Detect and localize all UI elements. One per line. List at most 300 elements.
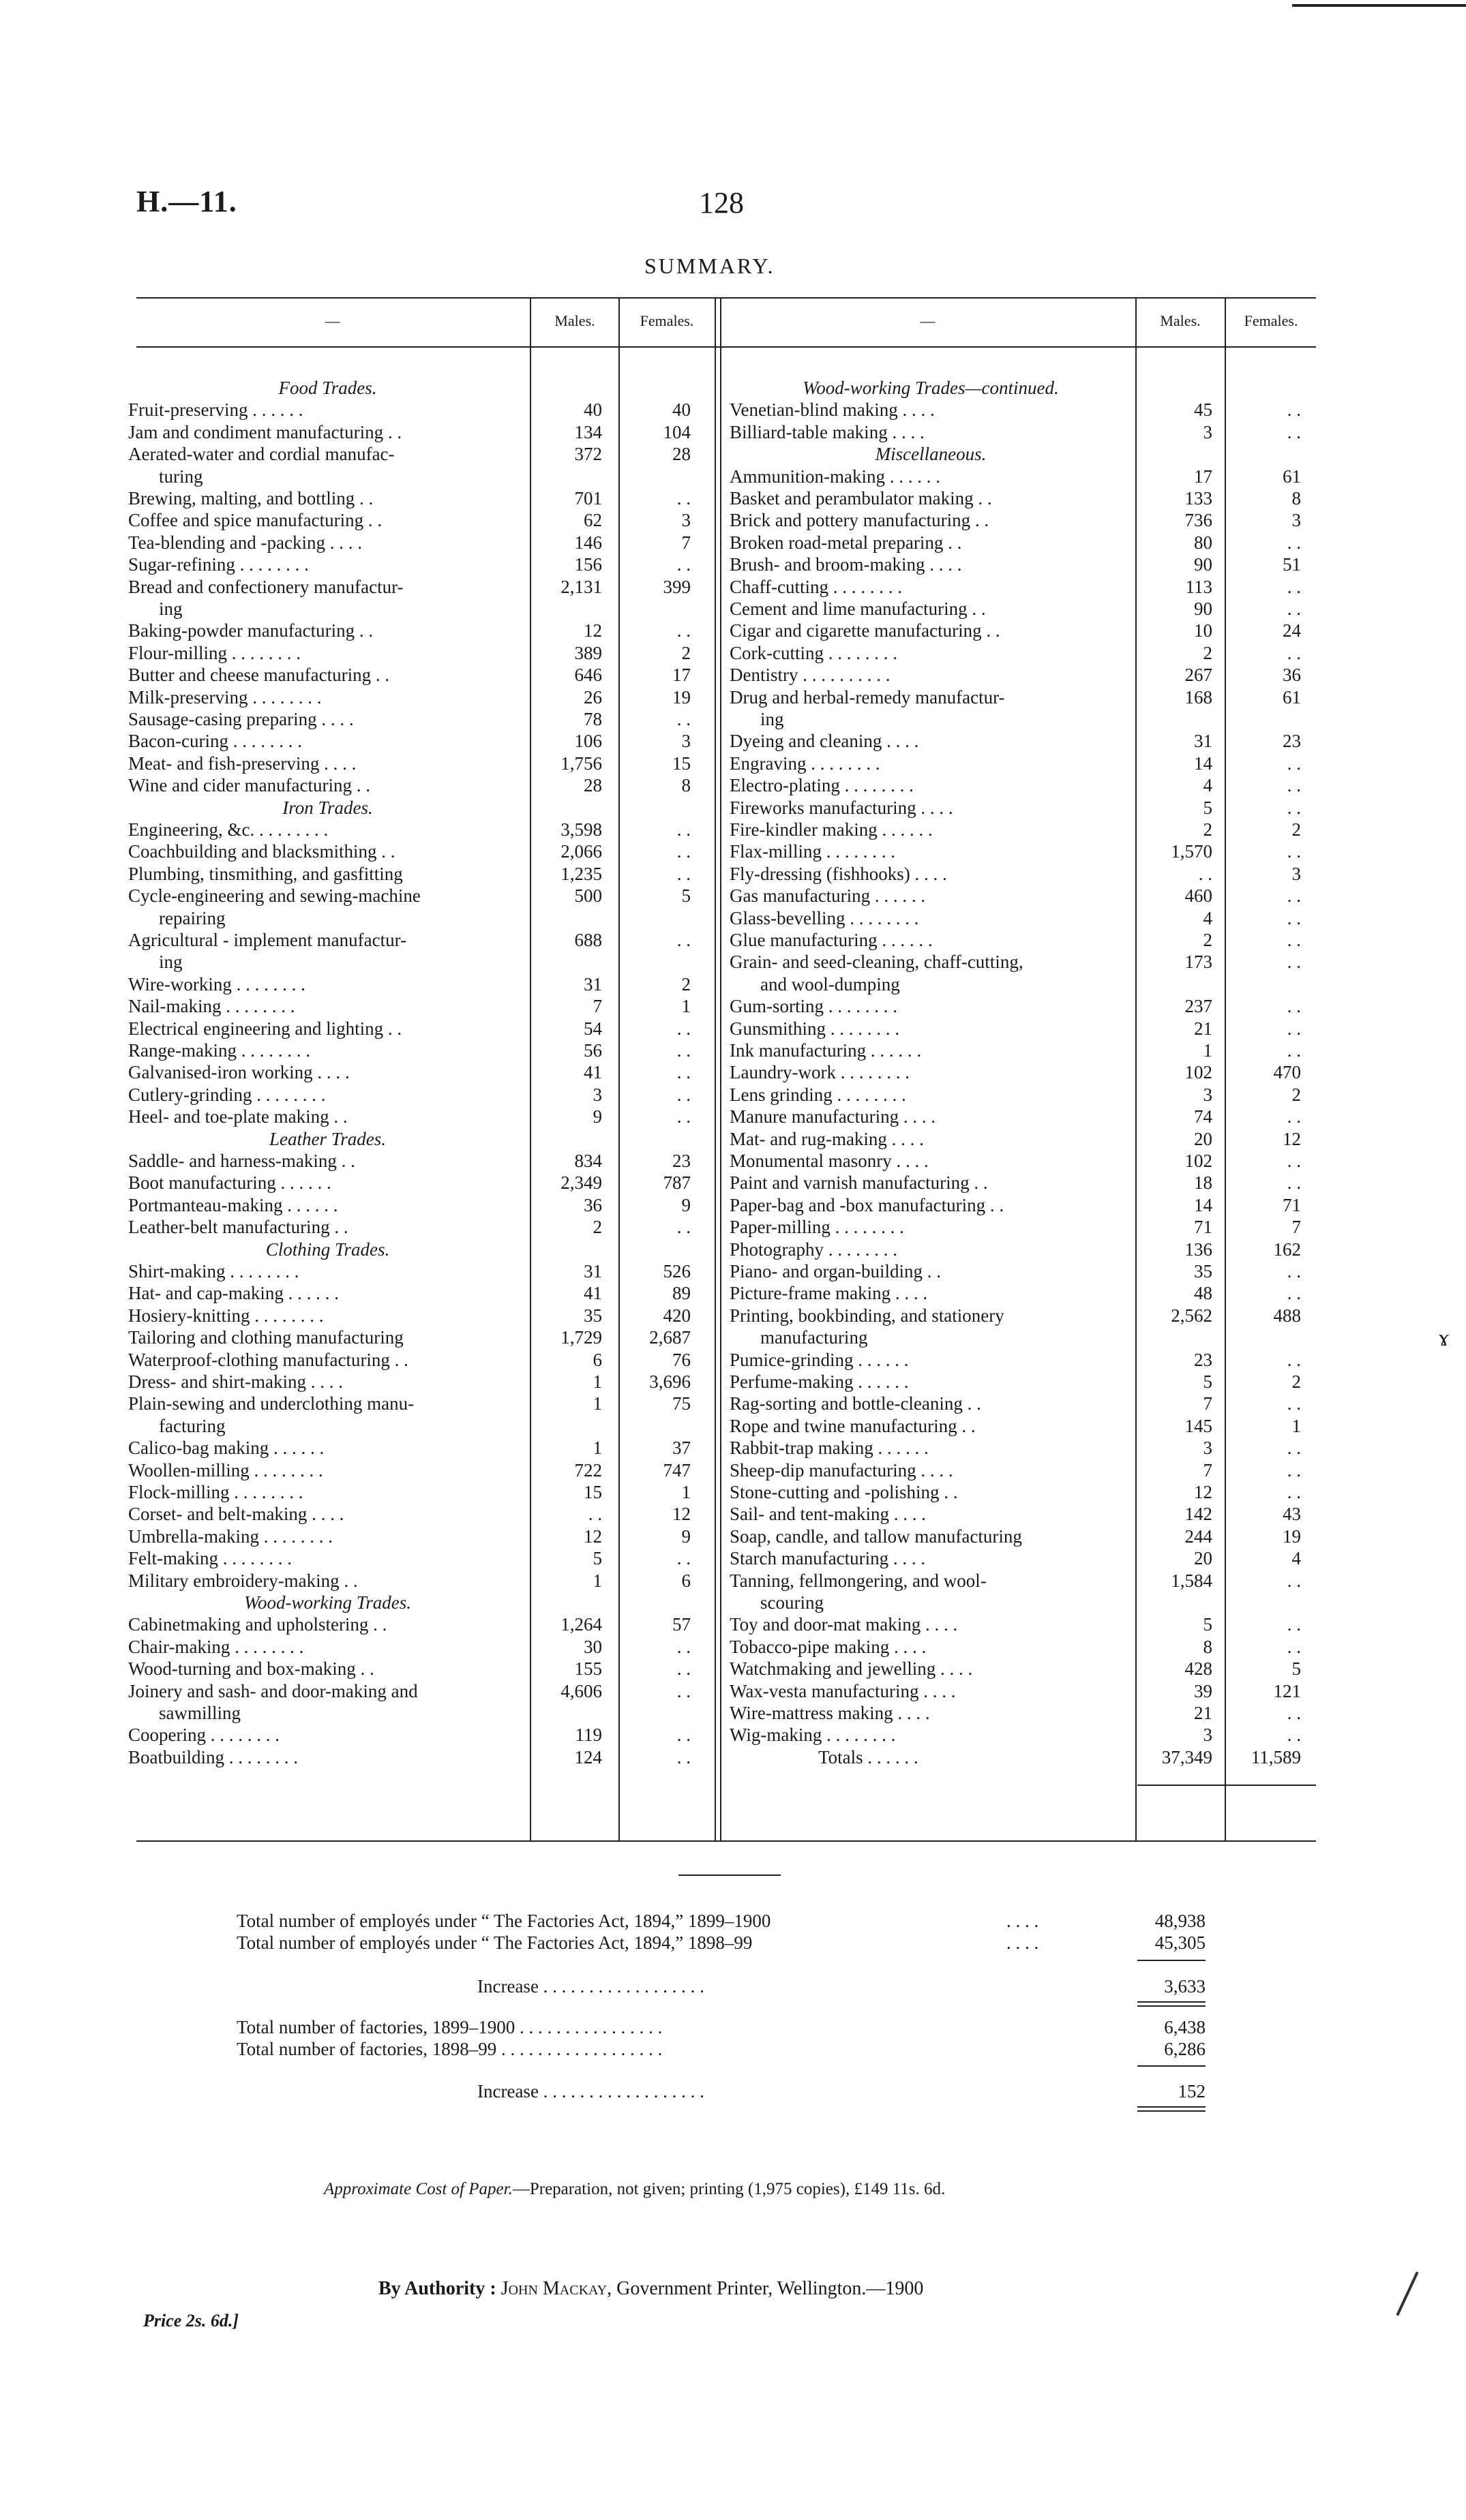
table-row bbox=[730, 1061, 1316, 1083]
males-value: 9 bbox=[593, 1106, 602, 1127]
females-value: . . bbox=[1287, 1283, 1301, 1304]
table-row bbox=[128, 686, 715, 708]
table-row bbox=[730, 487, 1316, 509]
section-title: Leather Trades. bbox=[269, 1128, 387, 1149]
table-row bbox=[730, 1039, 1316, 1061]
males-value: 106 bbox=[574, 731, 602, 752]
males-value: 21 bbox=[1194, 1018, 1212, 1039]
females-value: 23 bbox=[1283, 731, 1301, 752]
males-value: 119 bbox=[575, 1725, 602, 1746]
trade-label: Picture-frame making . . . . bbox=[730, 1283, 928, 1304]
females-value: . . bbox=[676, 1018, 691, 1039]
trade-label: Wine and cider manufacturing . . bbox=[128, 775, 371, 796]
table-row bbox=[730, 1326, 1316, 1348]
males-value: 428 bbox=[1184, 1658, 1212, 1680]
males-value: 500 bbox=[574, 885, 602, 907]
trade-label: Joinery and sash- and door-making and bbox=[128, 1680, 418, 1701]
trade-label: Dentistry . . . . . . . . . . bbox=[730, 665, 891, 686]
table-row bbox=[128, 576, 715, 598]
males-value: 3 bbox=[593, 1084, 602, 1105]
table-row bbox=[730, 951, 1316, 973]
table-row bbox=[128, 951, 715, 973]
table-row bbox=[128, 774, 715, 796]
table-row bbox=[730, 553, 1316, 575]
trade-label: Sausage-casing preparing . . . . bbox=[128, 709, 354, 729]
trade-label: scouring bbox=[760, 1592, 824, 1613]
table-row bbox=[730, 1570, 1316, 1592]
females-value: . . bbox=[676, 1725, 691, 1746]
males-value: 78 bbox=[584, 709, 602, 729]
trade-label: Gum-sorting . . . . . . . . bbox=[730, 996, 897, 1017]
females-value: . . bbox=[676, 841, 691, 862]
factories-1899-label: Total number of factories, 1899–1900 . . . . . . . . . . . . . . . . bbox=[237, 2017, 663, 2037]
trade-label: Sail- and tent-making . . . . bbox=[730, 1504, 926, 1525]
trade-label: Plumbing, tinsmithing, and gasfitting bbox=[128, 863, 403, 884]
males-value: 102 bbox=[1184, 1062, 1212, 1083]
females-value: 8 bbox=[681, 775, 691, 796]
trade-label: Tanning, fellmongering, and wool- bbox=[730, 1570, 987, 1591]
table-row bbox=[730, 620, 1316, 641]
authority-text: , Government Printer, Wellington.—1900 bbox=[607, 2278, 924, 2299]
trade-label: Paint and varnish manufacturing . . bbox=[730, 1172, 988, 1194]
table-row bbox=[128, 819, 715, 840]
males-value: 146 bbox=[574, 532, 602, 553]
trade-label: Glue manufacturing . . . . . . bbox=[730, 930, 933, 950]
males-value: 20 bbox=[1194, 1128, 1212, 1149]
females-value: 12 bbox=[672, 1504, 691, 1525]
males-value: 134 bbox=[574, 421, 602, 442]
females-value: 7 bbox=[681, 532, 691, 553]
males-value: 41 bbox=[584, 1283, 602, 1304]
trade-label: Chaff-cutting . . . . . . . . bbox=[730, 576, 902, 597]
trade-label: Fireworks manufacturing . . . . bbox=[730, 797, 953, 818]
females-value: . . bbox=[1287, 1349, 1301, 1370]
trade-label: Tea-blending and -packing . . . . bbox=[128, 532, 362, 553]
males-value: 6 bbox=[593, 1349, 602, 1370]
table-row bbox=[128, 1282, 715, 1304]
trade-label: ing bbox=[159, 952, 183, 973]
trade-label: Sheep-dip manufacturing . . . . bbox=[730, 1459, 953, 1481]
table-row bbox=[128, 487, 715, 509]
females-value: 15 bbox=[672, 753, 691, 774]
table-row bbox=[128, 1636, 715, 1658]
table-row bbox=[730, 509, 1316, 531]
col-rule-center-a bbox=[715, 297, 716, 1840]
trade-label: Perfume-making . . . . . . bbox=[730, 1371, 909, 1392]
males-value: 12 bbox=[584, 1525, 602, 1547]
table-row bbox=[730, 664, 1316, 686]
trade-label: Coffee and spice manufacturing . . bbox=[128, 510, 383, 531]
males-value: 237 bbox=[1184, 996, 1212, 1017]
females-value: . . bbox=[1287, 1570, 1301, 1591]
table-row bbox=[128, 664, 715, 686]
females-value: . . bbox=[1287, 642, 1301, 663]
factories-1898-value: 6,286 bbox=[1164, 2039, 1206, 2059]
females-value: 57 bbox=[672, 1614, 691, 1635]
females-value: 24 bbox=[1283, 620, 1301, 641]
left-females-header: Females. bbox=[640, 312, 694, 329]
table-row bbox=[730, 1305, 1316, 1326]
table-row bbox=[128, 1658, 715, 1680]
table-row bbox=[730, 1216, 1316, 1238]
females-value: 51 bbox=[1283, 554, 1301, 575]
table-row bbox=[128, 1084, 715, 1106]
corner-rule bbox=[1292, 4, 1466, 7]
trade-label: Military embroidery-making . . bbox=[128, 1570, 358, 1591]
females-value: 19 bbox=[1283, 1525, 1301, 1547]
females-value: . . bbox=[676, 554, 691, 575]
trade-label: Galvanised-iron working . . . . bbox=[128, 1062, 350, 1083]
table-row bbox=[128, 421, 715, 443]
right-females-header: Females. bbox=[1244, 312, 1298, 329]
table-row bbox=[730, 730, 1316, 752]
table-row bbox=[128, 753, 715, 774]
females-value: 6 bbox=[681, 1570, 691, 1591]
males-value: 1,584 bbox=[1171, 1570, 1212, 1591]
table-row bbox=[128, 1746, 715, 1768]
females-value: . . bbox=[1287, 1172, 1301, 1194]
trade-label: Dyeing and cleaning . . . . bbox=[730, 731, 919, 752]
trade-label: Jam and condiment manufacturing . . bbox=[128, 421, 402, 442]
males-value: 1,235 bbox=[560, 863, 602, 884]
males-value: 14 bbox=[1194, 753, 1212, 774]
trade-label: Fruit-preserving . . . . . . bbox=[128, 399, 303, 421]
table-row bbox=[730, 1150, 1316, 1172]
section-heading bbox=[128, 797, 715, 819]
trade-label: Brick and pottery manufacturing . . bbox=[730, 510, 989, 531]
females-value: . . bbox=[676, 620, 691, 641]
trade-label: Boatbuilding . . . . . . . . bbox=[128, 1746, 298, 1767]
trade-label: Paper-milling . . . . . . . . bbox=[730, 1217, 904, 1238]
males-value: 36 bbox=[584, 1194, 602, 1215]
trade-label: Starch manufacturing . . . . bbox=[730, 1548, 926, 1569]
table-row bbox=[730, 753, 1316, 774]
males-value: 12 bbox=[584, 620, 602, 641]
table-row bbox=[128, 863, 715, 885]
trade-label: manufacturing bbox=[760, 1327, 868, 1348]
trade-label: Felt-making . . . . . . . . bbox=[128, 1548, 292, 1569]
females-value: 9 bbox=[681, 1194, 691, 1215]
table-row bbox=[730, 885, 1316, 907]
table-row bbox=[730, 819, 1316, 840]
females-value: . . bbox=[676, 819, 691, 840]
section-heading bbox=[128, 1239, 715, 1260]
table-row bbox=[730, 1194, 1316, 1216]
trade-label: Woollen-milling . . . . . . . . bbox=[128, 1459, 323, 1481]
table-row bbox=[730, 1084, 1316, 1106]
males-value: 1 bbox=[593, 1371, 602, 1392]
table-row bbox=[730, 1459, 1316, 1481]
males-value: 1 bbox=[1203, 1040, 1212, 1061]
males-value: 90 bbox=[1194, 598, 1212, 619]
females-value: . . bbox=[676, 488, 691, 508]
males-value: 834 bbox=[574, 1151, 602, 1171]
males-value: 5 bbox=[593, 1548, 602, 1569]
males-value: 3 bbox=[1203, 421, 1212, 442]
right-males-header: Males. bbox=[1160, 312, 1201, 329]
trade-label: Brewing, malting, and bottling . . bbox=[128, 488, 374, 508]
females-value: 3 bbox=[681, 731, 691, 752]
females-value: . . bbox=[1287, 885, 1301, 907]
females-value: . . bbox=[676, 1084, 691, 1105]
header-bottom-rule bbox=[136, 346, 1316, 348]
table-row bbox=[730, 929, 1316, 951]
females-value: . . bbox=[676, 1062, 691, 1083]
table-row bbox=[128, 1216, 715, 1238]
males-value: 4 bbox=[1203, 907, 1212, 928]
females-value: . . bbox=[1287, 1393, 1301, 1414]
trade-label: Photography . . . . . . . . bbox=[730, 1239, 897, 1260]
males-value: 41 bbox=[584, 1062, 602, 1083]
trade-label: Nail-making . . . . . . . . bbox=[128, 996, 295, 1017]
trade-label: Hat- and cap-making . . . . . . bbox=[128, 1283, 339, 1304]
males-value: 7 bbox=[1203, 1459, 1212, 1481]
table-row bbox=[128, 1724, 715, 1746]
males-value: 1 bbox=[593, 1570, 602, 1591]
table-row bbox=[730, 1481, 1316, 1503]
males-value: 56 bbox=[584, 1040, 602, 1061]
trade-label: Electro-plating . . . . . . . . bbox=[730, 775, 914, 796]
males-value: 62 bbox=[584, 510, 602, 531]
females-value: 3,696 bbox=[649, 1371, 691, 1392]
table-row bbox=[730, 421, 1316, 443]
females-value: . . bbox=[676, 1680, 691, 1701]
females-value: 2 bbox=[1291, 1371, 1301, 1392]
table-row bbox=[128, 466, 715, 487]
section-title: Food Trades. bbox=[278, 378, 377, 398]
females-value: 399 bbox=[663, 576, 691, 597]
females-value: . . bbox=[1287, 1106, 1301, 1127]
table-row bbox=[730, 1680, 1316, 1702]
table-row bbox=[128, 1547, 715, 1569]
males-value: 2,131 bbox=[560, 576, 602, 597]
males-value: 45 bbox=[1194, 399, 1212, 421]
trade-label: Cement and lime manufacturing . . bbox=[730, 598, 986, 619]
table-row bbox=[128, 399, 715, 421]
page-number: 128 bbox=[699, 186, 744, 219]
table-bottom-rule bbox=[136, 1840, 1316, 1842]
females-value: 12 bbox=[1283, 1128, 1301, 1149]
females-value: 1 bbox=[1291, 1415, 1301, 1436]
table-row bbox=[128, 553, 715, 575]
males-value: 31 bbox=[584, 973, 602, 995]
females-value: 9 bbox=[681, 1525, 691, 1547]
trade-label: Aerated-water and cordial manufac- bbox=[128, 444, 395, 465]
males-value: 1,756 bbox=[560, 753, 602, 774]
males-value: 688 bbox=[574, 930, 602, 950]
females-value: 23 bbox=[672, 1151, 691, 1171]
females-value: 76 bbox=[672, 1349, 691, 1370]
males-value: 54 bbox=[584, 1018, 602, 1039]
table-row bbox=[730, 1172, 1316, 1194]
table-row bbox=[128, 1570, 715, 1592]
table-row bbox=[128, 1326, 715, 1348]
table-row bbox=[730, 532, 1316, 553]
females-value: . . bbox=[676, 1106, 691, 1127]
table-row bbox=[128, 1437, 715, 1459]
section-title: Wood-working Trades—continued. bbox=[803, 378, 1059, 398]
females-value: 2 bbox=[681, 973, 691, 995]
employes-double-rule-1 bbox=[1137, 2001, 1206, 2003]
males-value: 20 bbox=[1194, 1548, 1212, 1569]
employes-sum-rule bbox=[1137, 1960, 1206, 1961]
trade-label: Leather-belt manufacturing . . bbox=[128, 1217, 348, 1238]
males-value: 155 bbox=[574, 1658, 602, 1680]
table-row bbox=[730, 686, 1316, 708]
trade-label: Ammunition-making . . . . . . bbox=[730, 466, 940, 487]
trade-label: Tobacco-pipe making . . . . bbox=[730, 1636, 927, 1657]
females-value: 3 bbox=[1291, 863, 1301, 884]
females-value: 37 bbox=[672, 1438, 691, 1459]
males-value: 35 bbox=[1194, 1261, 1212, 1281]
trade-label: Coachbuilding and blacksmithing . . bbox=[128, 841, 395, 862]
males-value: 736 bbox=[1184, 510, 1212, 531]
trade-label: Rag-sorting and bottle-cleaning . . bbox=[730, 1393, 981, 1414]
males-value: 142 bbox=[1184, 1504, 1212, 1525]
trade-label: Toy and door-mat making . . . . bbox=[730, 1614, 958, 1635]
females-value: 420 bbox=[663, 1305, 691, 1326]
table-row bbox=[730, 1724, 1316, 1746]
section-heading bbox=[730, 377, 1316, 399]
table-row bbox=[730, 774, 1316, 796]
table-row bbox=[128, 995, 715, 1017]
trade-label: Flax-milling . . . . . . . . bbox=[730, 841, 895, 862]
females-value: . . bbox=[1287, 1459, 1301, 1481]
table-row bbox=[730, 399, 1316, 421]
males-value: 2 bbox=[1203, 642, 1212, 663]
trade-label: Monumental masonry . . . . bbox=[730, 1151, 929, 1171]
factories-1899-value: 6,438 bbox=[1164, 2017, 1206, 2037]
table-row bbox=[730, 1437, 1316, 1459]
trade-label: Brush- and broom-making . . . . bbox=[730, 554, 962, 575]
females-value: 3 bbox=[681, 510, 691, 531]
table-row bbox=[128, 1061, 715, 1083]
males-value: 40 bbox=[584, 399, 602, 421]
trade-label: sawmilling bbox=[159, 1703, 241, 1723]
males-value: 136 bbox=[1184, 1239, 1212, 1260]
trade-label: Soap, candle, and tallow manufacturing bbox=[730, 1525, 1022, 1547]
trade-label: Waterproof-clothing manufacturing . . bbox=[128, 1349, 408, 1370]
trade-label: Engraving . . . . . . . . bbox=[730, 753, 880, 774]
trade-label: Boot manufacturing . . . . . . bbox=[128, 1172, 331, 1194]
females-value: 8 bbox=[1291, 488, 1301, 508]
table-row bbox=[730, 1349, 1316, 1371]
females-value: . . bbox=[1287, 930, 1301, 950]
females-value: 19 bbox=[672, 686, 691, 708]
left-label-header: — bbox=[325, 312, 340, 329]
females-value: 162 bbox=[1273, 1239, 1301, 1260]
table-top-rule bbox=[136, 297, 1316, 299]
trade-label: Gunsmithing . . . . . . . . bbox=[730, 1018, 900, 1039]
trade-label: Sugar-refining . . . . . . . . bbox=[128, 554, 309, 575]
trade-label: Milk-preserving . . . . . . . . bbox=[128, 686, 322, 708]
females-value: . . bbox=[1287, 1438, 1301, 1459]
trade-label: Piano- and organ-building . . bbox=[730, 1261, 941, 1281]
males-value: 5 bbox=[1203, 1614, 1212, 1635]
females-value: 2 bbox=[681, 642, 691, 663]
trade-label: Wire-working . . . . . . . . bbox=[128, 973, 305, 995]
females-value: 1 bbox=[681, 996, 691, 1017]
females-value: . . bbox=[1287, 841, 1301, 862]
trade-label: Rabbit-trap making . . . . . . bbox=[730, 1438, 929, 1459]
females-value: . . bbox=[1287, 952, 1301, 973]
employes-1899-dots: . . . . bbox=[1006, 1911, 1039, 1931]
section-heading bbox=[128, 1128, 715, 1150]
females-value: 89 bbox=[672, 1283, 691, 1304]
table-row bbox=[730, 863, 1316, 885]
females-value: 28 bbox=[672, 444, 691, 465]
females-value: . . bbox=[1287, 1725, 1301, 1746]
females-value: 61 bbox=[1283, 466, 1301, 487]
table-row bbox=[128, 730, 715, 752]
males-value: 2 bbox=[593, 1217, 602, 1238]
females-value: . . bbox=[1287, 1703, 1301, 1723]
margin-stroke bbox=[1396, 2271, 1418, 2316]
table-row bbox=[128, 598, 715, 620]
females-value: . . bbox=[1287, 1261, 1301, 1281]
printer-name: John Mackay bbox=[500, 2278, 608, 2299]
males-value: 1 bbox=[593, 1393, 602, 1414]
males-value: 701 bbox=[574, 488, 602, 508]
table-row bbox=[128, 708, 715, 730]
trade-label: Basket and perambulator making . . bbox=[730, 488, 992, 508]
trade-label: Dress- and shirt-making . . . . bbox=[128, 1371, 343, 1392]
males-value: 35 bbox=[584, 1305, 602, 1326]
males-value: 372 bbox=[574, 444, 602, 465]
males-value: 14 bbox=[1194, 1194, 1212, 1215]
increase-factories-label: Increase . . . . . . . . . . . . . . . . . . bbox=[477, 2081, 704, 2101]
males-value: 646 bbox=[574, 665, 602, 686]
males-value: 168 bbox=[1184, 686, 1212, 708]
trade-label: Drug and herbal-remedy manufactur- bbox=[730, 686, 1005, 708]
males-value: 267 bbox=[1184, 665, 1212, 686]
table-row bbox=[128, 840, 715, 862]
males-value: 21 bbox=[1194, 1703, 1212, 1723]
table-row bbox=[128, 642, 715, 664]
males-value: 8 bbox=[1203, 1636, 1212, 1657]
females-value: 5 bbox=[681, 885, 691, 907]
trade-label: Shirt-making . . . . . . . . bbox=[128, 1261, 299, 1281]
table-row bbox=[730, 1260, 1316, 1282]
females-value: . . bbox=[1287, 399, 1301, 421]
females-value: 75 bbox=[672, 1393, 691, 1414]
printer-authority bbox=[378, 2278, 923, 2300]
trade-label: Range-making . . . . . . . . bbox=[128, 1040, 310, 1061]
employes-1898-dots: . . . . bbox=[1006, 1932, 1039, 1953]
totals-row bbox=[730, 1746, 1316, 1768]
table-row bbox=[128, 1415, 715, 1437]
trade-label: Hosiery-knitting . . . . . . . . bbox=[128, 1305, 324, 1326]
employes-1898-label: Total number of employés under “ The Factories Act, 1894,” 1898–99 bbox=[237, 1932, 753, 1953]
females-value: . . bbox=[1287, 532, 1301, 553]
males-value: 2,066 bbox=[560, 841, 602, 862]
section-heading bbox=[128, 377, 715, 399]
table-row bbox=[730, 1592, 1316, 1613]
males-value: 74 bbox=[1194, 1106, 1212, 1127]
trade-label: Heel- and toe-plate making . . bbox=[128, 1106, 348, 1127]
table-row bbox=[730, 1371, 1316, 1393]
males-value: 2 bbox=[1203, 930, 1212, 950]
females-value: 71 bbox=[1283, 1194, 1301, 1215]
table-row bbox=[128, 1106, 715, 1127]
males-value: 1 bbox=[593, 1438, 602, 1459]
table-row bbox=[730, 1128, 1316, 1150]
table-row bbox=[128, 1503, 715, 1525]
table-row bbox=[730, 598, 1316, 620]
table-row bbox=[128, 1481, 715, 1503]
trade-label: Gas manufacturing . . . . . . bbox=[730, 885, 926, 907]
males-value: 90 bbox=[1194, 554, 1212, 575]
